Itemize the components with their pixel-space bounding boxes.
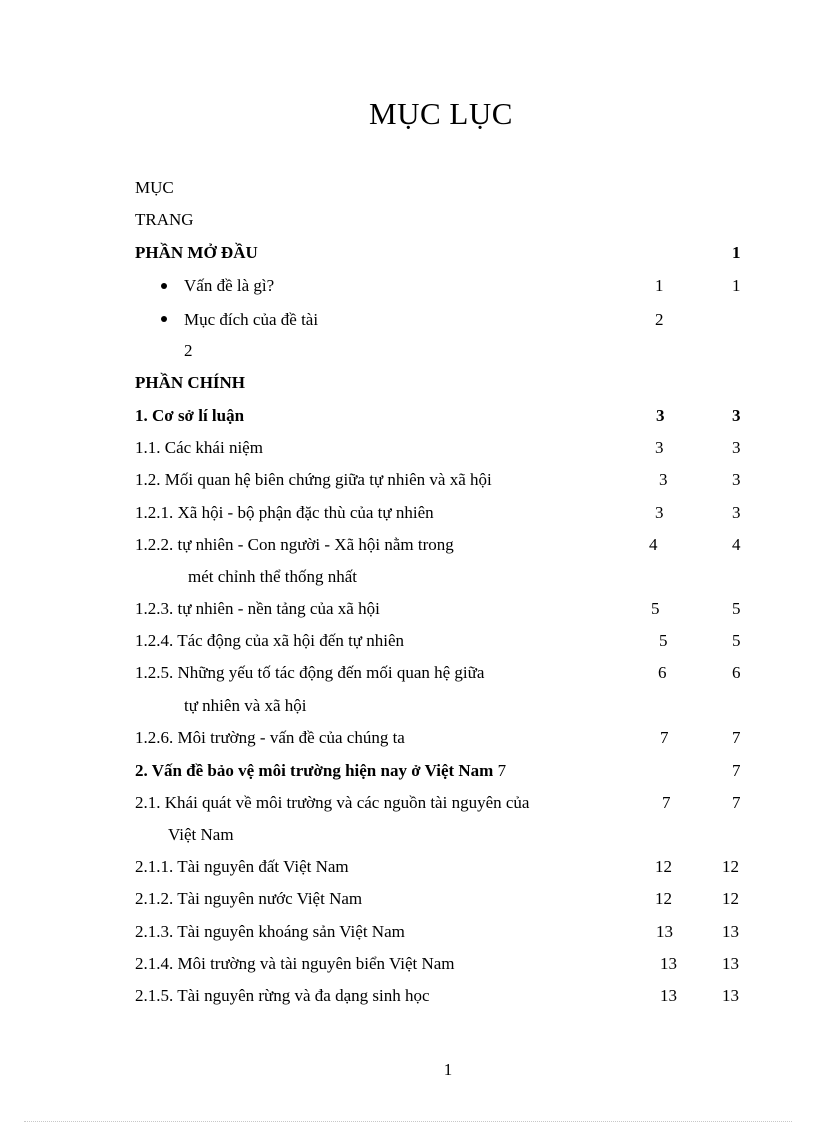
toc-page-b: 12 bbox=[722, 857, 739, 876]
toc-item: 1.2.6. Môi trường - vấn đề của chúng ta bbox=[135, 728, 405, 747]
toc-item: 2.1.5. Tài nguyên rừng và đa dạng sinh học bbox=[135, 986, 430, 1005]
toc-item: Vấn đề là gì? bbox=[184, 276, 275, 295]
header-muc: MỤC bbox=[135, 178, 174, 197]
toc-page-b: 7 bbox=[732, 761, 741, 780]
toc-page-b: 3 bbox=[732, 503, 741, 522]
bullet-icon bbox=[161, 316, 167, 322]
toc-page-a: 7 bbox=[660, 728, 669, 747]
toc-page-a: 1 bbox=[655, 276, 664, 295]
page-title: MỤC LỤC bbox=[369, 96, 513, 131]
toc-item-wrap: mét chỉnh thể thống nhất bbox=[188, 567, 358, 586]
toc-page-b: 3 bbox=[732, 438, 741, 457]
toc-item: 1.2.1. Xã hội - bộ phận đặc thù của tự nhiên bbox=[135, 503, 434, 522]
toc-page-b: 12 bbox=[722, 889, 739, 908]
toc-page-a: 5 bbox=[659, 631, 668, 650]
toc-item: Mục đích của đề tài bbox=[184, 310, 319, 329]
toc-inline-page: 7 bbox=[497, 761, 507, 780]
toc-page-b: 5 bbox=[732, 599, 741, 618]
toc-page-a: 3 bbox=[655, 438, 664, 457]
toc-page-b: 13 bbox=[722, 954, 739, 973]
toc-page-a: 3 bbox=[659, 470, 668, 489]
toc-page-b: 4 bbox=[732, 535, 741, 554]
toc-page-a: 13 bbox=[660, 986, 677, 1005]
toc-page-b: 3 bbox=[732, 470, 741, 489]
toc-section: 1. Cơ sở lí luận bbox=[135, 406, 245, 425]
toc-page-a: 2 bbox=[655, 310, 664, 329]
toc-item: 1.1. Các khái niệm bbox=[135, 438, 263, 457]
toc-page-b: 13 bbox=[722, 922, 739, 941]
toc-page-a: 13 bbox=[660, 954, 677, 973]
toc-page-a: 6 bbox=[658, 663, 667, 682]
toc-page-b: 6 bbox=[732, 663, 741, 682]
toc-page-a: 12 bbox=[655, 889, 672, 908]
toc-item: 2.1. Khái quát về môi trường và các nguồn tài nguyên của bbox=[135, 793, 530, 812]
toc-item-wrap: 2 bbox=[184, 341, 193, 360]
toc-page-a: 13 bbox=[656, 922, 673, 941]
toc-page-a: 3 bbox=[656, 406, 665, 425]
toc-item-wrap: tự nhiên và xã hội bbox=[184, 696, 307, 715]
toc-item: 2.1.2. Tài nguyên nước Việt Nam bbox=[135, 889, 363, 908]
toc-item: 1.2.2. tự nhiên - Con người - Xã hội nằm trong bbox=[135, 535, 454, 554]
page-bottom-divider bbox=[24, 1121, 792, 1122]
page-number: 1 bbox=[443, 1060, 453, 1079]
bullet-icon bbox=[161, 283, 167, 289]
toc-section bbox=[135, 761, 506, 781]
toc-page-b: 7 bbox=[732, 793, 741, 812]
toc-item: 1.2.3. tự nhiên - nền tảng của xã hội bbox=[135, 599, 380, 618]
toc-item-wrap: Việt Nam bbox=[168, 825, 234, 844]
toc-page-a: 5 bbox=[651, 599, 660, 618]
toc-page-a: 7 bbox=[662, 793, 671, 812]
toc-page-a: 4 bbox=[649, 535, 658, 554]
toc-page-a: 12 bbox=[655, 857, 672, 876]
toc-page-b: 3 bbox=[732, 406, 741, 425]
toc-item: 2.1.3. Tài nguyên khoáng sản Việt Nam bbox=[135, 922, 405, 941]
toc-item: 2.1.1. Tài nguyên đất Việt Nam bbox=[135, 857, 349, 876]
toc-page-b: 13 bbox=[722, 986, 739, 1005]
toc-section-title: 2. Vấn đề bảo vệ môi trường hiện nay ở Việt Nam bbox=[135, 761, 494, 780]
toc-page-b: 5 bbox=[732, 631, 741, 650]
header-trang: TRANG bbox=[135, 210, 194, 229]
toc-item: 2.1.4. Môi trường và tài nguyên biển Việt Nam bbox=[135, 954, 455, 973]
toc-page-b: 1 bbox=[732, 243, 741, 262]
toc-page-a: 3 bbox=[655, 503, 664, 522]
toc-part-intro: PHẦN MỞ ĐẦU bbox=[135, 243, 258, 262]
toc-page-b: 1 bbox=[732, 276, 741, 295]
toc-item: 1.2.5. Những yếu tố tác động đến mối quan hệ giữa bbox=[135, 663, 485, 682]
toc-item: 1.2. Mối quan hệ biên chứng giữa tự nhiên và xã hội bbox=[135, 470, 492, 489]
toc-item: 1.2.4. Tác động của xã hội đến tự nhiên bbox=[135, 631, 405, 650]
toc-part-main: PHẦN CHÍNH bbox=[135, 373, 246, 392]
toc-page-b: 7 bbox=[732, 728, 741, 747]
